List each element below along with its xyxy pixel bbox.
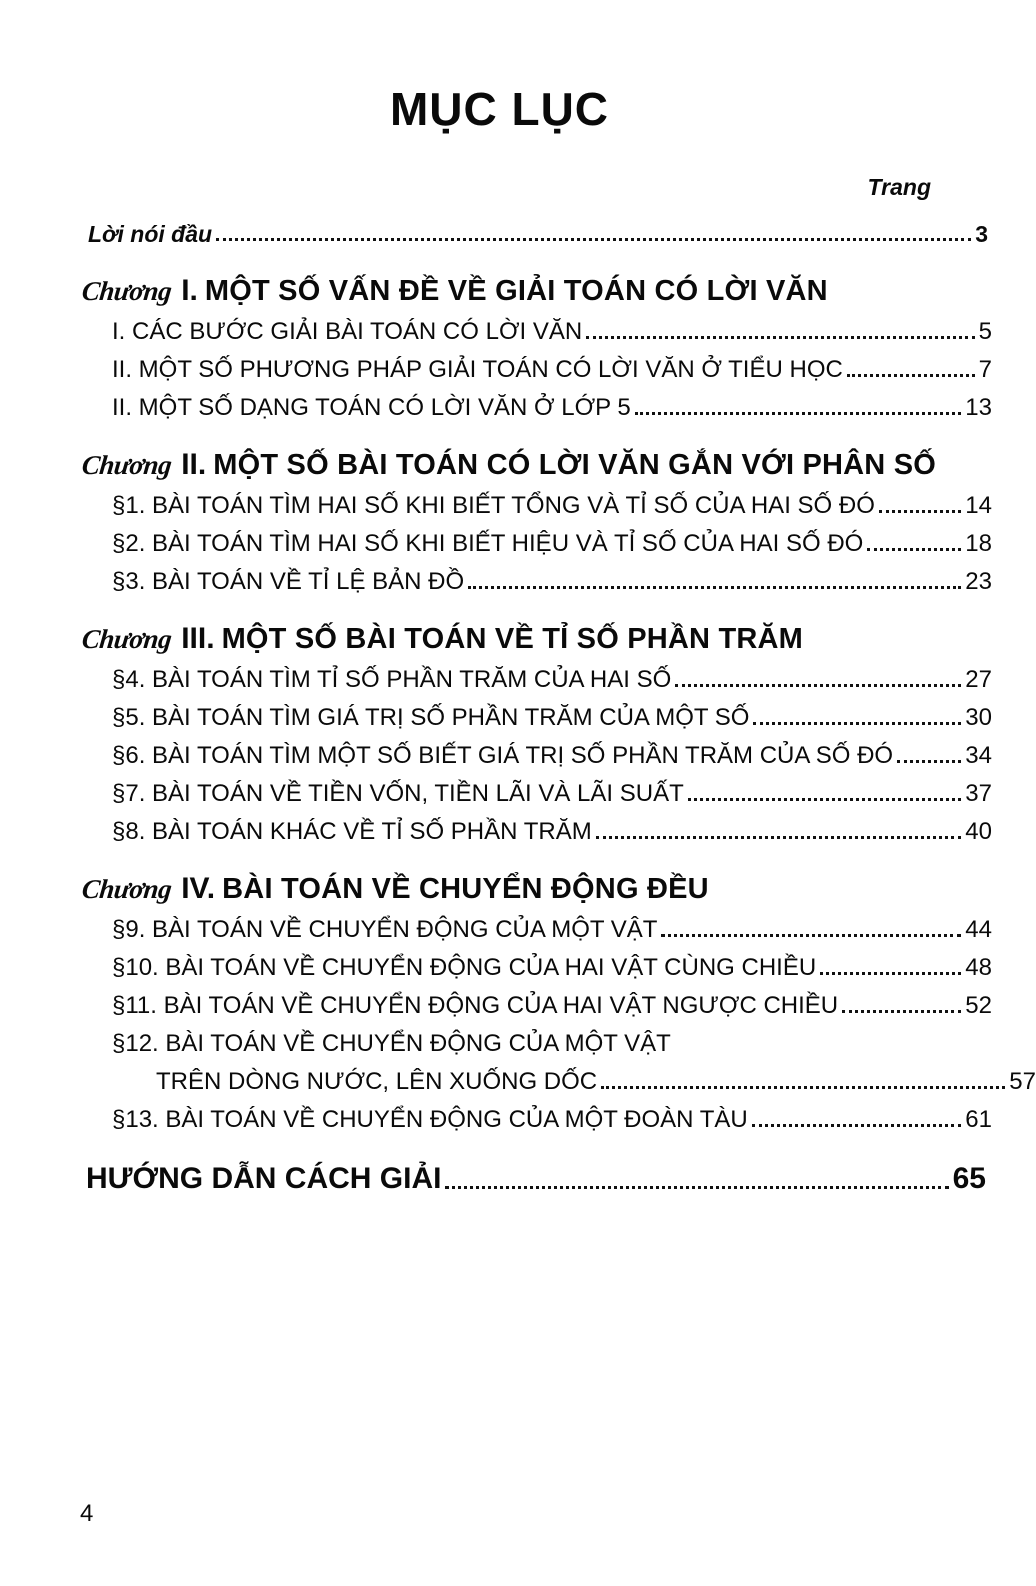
page-number: 4 — [80, 1500, 94, 1527]
toc-entry[interactable] — [112, 318, 992, 346]
toc-entry-guide[interactable] — [86, 1162, 986, 1196]
chapter-heading-4[interactable] — [82, 872, 959, 906]
chapter-word: Chương — [80, 276, 173, 306]
toc-entry-page: 52 — [965, 992, 992, 1019]
toc-entry[interactable] — [112, 818, 992, 846]
toc-entry-label: §5. BÀI TOÁN TÌM GIÁ TRỊ SỐ PHẦN TRĂM CỦA MỘT SỐ — [112, 704, 750, 731]
leader-dots — [820, 971, 961, 975]
toc-entry-label: II. MỘT SỐ PHƯƠNG PHÁP GIẢI TOÁN CÓ LỜI VĂN Ở TIỂU HỌC — [112, 356, 843, 383]
leader-dots — [688, 797, 962, 801]
leader-dots — [596, 835, 962, 839]
toc-entry[interactable] — [112, 954, 992, 982]
chapter-title: MỘT SỐ VẤN ĐỀ VỀ GIẢI TOÁN CÓ LỜI VĂN — [204, 275, 828, 307]
leader-dots — [867, 547, 961, 551]
toc-entry-page: 23 — [965, 568, 992, 595]
leader-dots — [752, 1123, 962, 1127]
chapter-heading-2[interactable] — [82, 448, 959, 482]
chapter-word: Chương — [80, 624, 173, 654]
chapter-heading-3[interactable] — [82, 622, 959, 656]
leader-dots — [842, 1009, 961, 1013]
toc-entry-label: HƯỚNG DẪN CÁCH GIẢI — [86, 1162, 442, 1195]
toc-entry[interactable] — [112, 916, 992, 944]
chapter-numeral: II. — [181, 448, 207, 481]
toc-entry-label: §13. BÀI TOÁN VỀ CHUYỂN ĐỘNG CỦA MỘT ĐOÀN TÀU — [112, 1106, 748, 1133]
toc-entry[interactable] — [112, 356, 992, 384]
leader-dots — [675, 683, 961, 687]
toc-entry-page: 48 — [965, 954, 992, 981]
toc-entry[interactable] — [112, 780, 992, 808]
toc-entry-label: §2. BÀI TOÁN TÌM HAI SỐ KHI BIẾT HIỆU VÀ TỈ SỐ CỦA HAI SỐ ĐÓ — [112, 530, 864, 557]
leader-dots — [847, 373, 975, 377]
leader-dots — [635, 411, 962, 415]
toc-entry-label-continued: TRÊN DÒNG NƯỚC, LÊN XUỐNG DỐC — [156, 1068, 598, 1095]
chapter-numeral: I. — [181, 274, 198, 307]
chapter-word: Chương — [80, 874, 173, 904]
toc-entry-label: §11. BÀI TOÁN VỀ CHUYỂN ĐỘNG CỦA HAI VẬT NGƯỢC CHIỀU — [112, 992, 839, 1019]
toc-entry-page: 5 — [978, 318, 992, 345]
toc-entry-page: 27 — [965, 666, 992, 693]
toc-entry-page: 44 — [965, 916, 992, 943]
toc-entry-label: §9. BÀI TOÁN VỀ CHUYỂN ĐỘNG CỦA MỘT VẬT — [112, 916, 658, 943]
toc-entry-page: 18 — [965, 530, 992, 557]
toc-entry-page: 14 — [965, 492, 992, 519]
table-of-contents-page — [0, 83, 1036, 1586]
toc-entry[interactable] — [112, 394, 992, 422]
toc-entry-page: 61 — [965, 1106, 992, 1133]
toc-entry-page: 3 — [975, 221, 988, 247]
leader-dots — [601, 1085, 1005, 1089]
toc-entry-label: II. MỘT SỐ DẠNG TOÁN CÓ LỜI VĂN Ở LỚP 5 — [112, 394, 631, 421]
toc-entry[interactable] — [112, 1106, 992, 1134]
toc-entry[interactable] — [112, 704, 992, 732]
chapter-word: Chương — [80, 450, 173, 480]
toc-entry-label: §12. BÀI TOÁN VỀ CHUYỂN ĐỘNG CỦA MỘT VẬT — [112, 1030, 671, 1057]
toc-entry-page: 34 — [965, 742, 992, 769]
toc-entry-page: 30 — [965, 704, 992, 731]
toc-entry-label: §4. BÀI TOÁN TÌM TỈ SỐ PHẦN TRĂM CỦA HAI SỐ — [112, 666, 672, 693]
chapter-heading-1[interactable] — [82, 274, 959, 308]
toc-entry[interactable] — [112, 568, 992, 596]
leader-dots — [753, 721, 961, 725]
toc-entry-label: §7. BÀI TOÁN VỀ TIỀN VỐN, TIỀN LÃI VÀ LÃI SUẤT — [112, 780, 684, 807]
toc-entry[interactable] — [112, 492, 992, 520]
chapter-numeral: III. — [181, 622, 215, 655]
leader-dots — [216, 237, 971, 241]
toc-entry-page: 40 — [965, 818, 992, 845]
leader-dots — [661, 933, 961, 937]
leader-dots — [879, 509, 961, 513]
leader-dots — [897, 759, 961, 763]
toc-entry[interactable] — [112, 1030, 992, 1058]
toc-entry[interactable] — [112, 742, 992, 770]
toc-entry-continuation[interactable] — [156, 1068, 1036, 1096]
toc-entry-label: §3. BÀI TOÁN VỀ TỈ LỆ BẢN ĐỒ — [112, 568, 465, 595]
leader-dots — [445, 1185, 948, 1189]
toc-entry-label: §1. BÀI TOÁN TÌM HAI SỐ KHI BIẾT TỔNG VÀ TỈ SỐ CỦA HAI SỐ ĐÓ — [112, 492, 875, 519]
toc-entry-page: 57 — [1009, 1068, 1036, 1095]
chapter-title: BÀI TOÁN VỀ CHUYỂN ĐỘNG ĐỀU — [222, 873, 709, 905]
chapter-title: MỘT SỐ BÀI TOÁN VỀ TỈ SỐ PHẦN TRĂM — [221, 623, 804, 655]
toc-entry-preface[interactable] — [88, 221, 988, 248]
toc-entry-page: 65 — [952, 1162, 986, 1195]
toc-entry-label: §10. BÀI TOÁN VỀ CHUYỂN ĐỘNG CỦA HAI VẬT CÙNG CHIỀU — [112, 954, 817, 981]
toc-entry[interactable] — [112, 992, 992, 1020]
toc-entry-page: 37 — [965, 780, 992, 807]
leader-dots — [468, 585, 961, 589]
chapter-title: MỘT SỐ BÀI TOÁN CÓ LỜI VĂN GẮN VỚI PHÂN SỐ — [213, 449, 936, 481]
toc-entry-label: Lời nói đầu — [88, 221, 213, 247]
page-title: MỤC LỤC — [389, 83, 610, 135]
toc-entry-page: 7 — [978, 356, 992, 383]
column-header-trang: Trang — [867, 174, 931, 200]
toc-entry[interactable] — [112, 530, 992, 558]
leader-dots — [586, 335, 974, 339]
toc-entry-label: §6. BÀI TOÁN TÌM MỘT SỐ BIẾT GIÁ TRỊ SỐ PHẦN TRĂM CỦA SỐ ĐÓ — [112, 742, 894, 769]
toc-entry-page: 13 — [965, 394, 992, 421]
toc-entry-label: §8. BÀI TOÁN KHÁC VỀ TỈ SỐ PHẦN TRĂM — [112, 818, 592, 845]
chapter-numeral: IV. — [181, 872, 216, 905]
toc-entry[interactable] — [112, 666, 992, 694]
toc-entry-label: I. CÁC BƯỚC GIẢI BÀI TOÁN CÓ LỜI VĂN — [112, 318, 583, 345]
